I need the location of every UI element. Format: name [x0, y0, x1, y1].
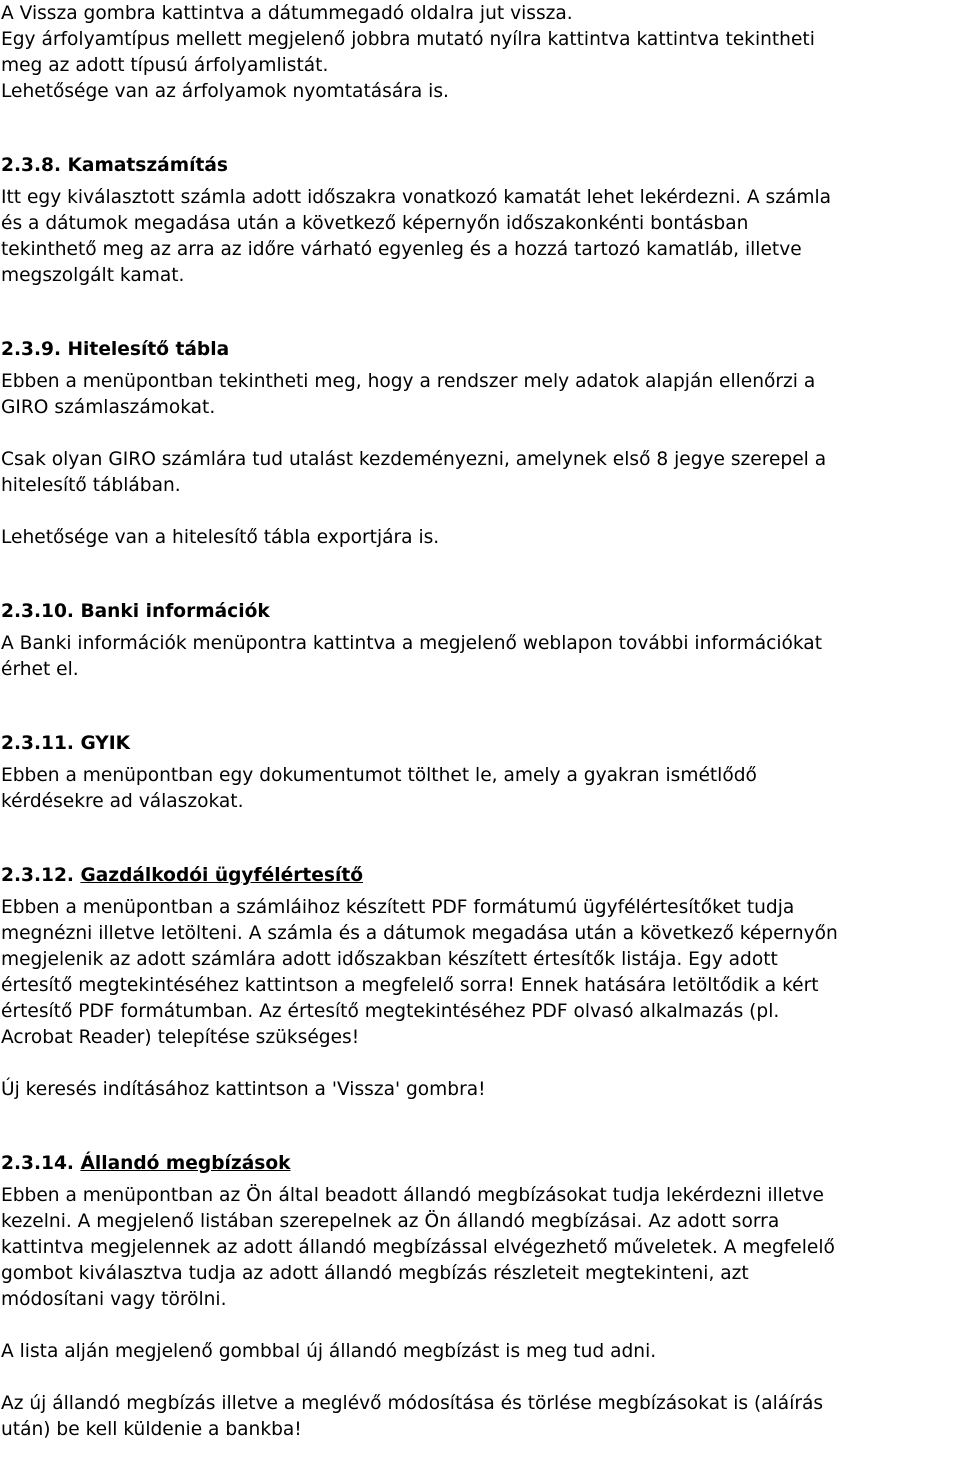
section-kamatszamitas	[1, 153, 960, 289]
text-line: Itt egy kiválasztott számla adott időszakra vonatkozó kamatát lehet lekérdezni. A számla	[1, 187, 832, 208]
text-line: megnézni illetve letölteni. A számla és a dátumok megadása után a következő képernyőn	[1, 923, 838, 944]
text-line: megszolgált kamat.	[1, 265, 185, 286]
section-hitelesito-tabla	[1, 337, 960, 551]
text-line: GIRO számlaszámokat.	[1, 397, 216, 418]
section-title: Kamatszámítás	[67, 155, 228, 176]
section-allando-megbizasok	[1, 1151, 960, 1443]
text-line: Csak olyan GIRO számlára tud utalást kezdeményezni, amelynek első 8 jegye szerepel a	[1, 449, 827, 470]
section-title: Hitelesítő tábla	[67, 339, 230, 360]
section-title: Banki információk	[80, 601, 270, 622]
text-line: kattintva megjelennek az adott állandó megbízással elvégezhető műveletek. A megfelelő	[1, 1237, 835, 1258]
text-line: meg az adott típusú árfolyamlistát.	[1, 55, 329, 76]
intro-paragraph	[1, 1, 960, 105]
section-number: 2.3.11.	[1, 733, 74, 754]
text-line: értesítő megtekintéséhez kattintson a megfelelő sorra! Ennek hatására letöltődik a kért	[1, 975, 819, 996]
section-number: 2.3.9.	[1, 339, 62, 360]
text-line: Ebben a menüpontban tekintheti meg, hogy a rendszer mely adatok alapján ellenőrzi a	[1, 371, 816, 392]
text-line: A lista alján megjelenő gombbal új állandó megbízást is meg tud adni.	[1, 1341, 657, 1362]
text-line: Ebben a menüpontban egy dokumentumot tölthet le, amely a gyakran ismétlődő	[1, 765, 757, 786]
text-line: kérdésekre ad válaszokat.	[1, 791, 244, 812]
text-line: hitelesítő táblában.	[1, 475, 181, 496]
section-number: 2.3.8.	[1, 155, 62, 176]
section-title: GYIK	[80, 733, 131, 754]
text-line: Lehetősége van az árfolyamok nyomtatására is.	[1, 81, 449, 102]
section-number: 2.3.10.	[1, 601, 74, 622]
text-line: Acrobat Reader) telepítése szükséges!	[1, 1027, 360, 1048]
text-line: Lehetősége van a hitelesítő tábla exportjára is.	[1, 527, 440, 548]
section-heading	[1, 863, 960, 889]
section-number: 2.3.12.	[1, 865, 74, 886]
section-heading	[1, 731, 960, 757]
section-banki-informaciok	[1, 599, 960, 683]
section-title: Gazdálkodói ügyfélértesítő	[80, 865, 363, 886]
text-line: módosítani vagy törölni.	[1, 1289, 227, 1310]
section-gyik	[1, 731, 960, 815]
text-line: gombot kiválasztva tudja az adott állandó megbízás részleteit megtekinteni, azt	[1, 1263, 749, 1284]
section-heading	[1, 153, 960, 179]
section-heading	[1, 1151, 960, 1177]
section-gazdalkodoi-ugyfelertesito	[1, 863, 960, 1103]
section-number: 2.3.14.	[1, 1153, 74, 1174]
text-line: Egy árfolyamtípus mellett megjelenő jobbra mutató nyílra kattintva kattintva tekintheti	[1, 29, 815, 50]
text-line: értesítő PDF formátumban. Az értesítő megtekintéséhez PDF olvasó alkalmazás (pl.	[1, 1001, 780, 1022]
section-heading	[1, 599, 960, 625]
text-line: érhet el.	[1, 659, 79, 680]
text-line: A Banki információk menüpontra kattintva a megjelenő weblapon további információkat	[1, 633, 822, 654]
text-line: Ebben a menüpontban a számláihoz készített PDF formátumú ügyfélértesítőket tudja	[1, 897, 795, 918]
text-line: kezelni. A megjelenő listában szerepelnek az Ön állandó megbízásai. Az adott sorra	[1, 1211, 780, 1232]
text-line: tekinthető meg az arra az időre várható egyenleg és a hozzá tartozó kamatláb, illetve	[1, 239, 802, 260]
text-line: Új keresés indításához kattintson a 'Vissza' gombra!	[1, 1079, 486, 1100]
text-line: megjelenik az adott számlára adott időszakban készített értesítők listája. Egy adott	[1, 949, 778, 970]
section-heading	[1, 337, 960, 363]
section-title: Állandó megbízások	[80, 1153, 291, 1174]
text-line: és a dátumok megadása után a következő képernyőn időszakonkénti bontásban	[1, 213, 749, 234]
text-line: A Vissza gombra kattintva a dátummegadó oldalra jut vissza.	[1, 3, 573, 24]
text-line: Ebben a menüpontban az Ön által beadott állandó megbízásokat tudja lekérdezni illetve	[1, 1185, 824, 1206]
text-line: után) be kell küldenie a bankba!	[1, 1419, 302, 1440]
text-line: Az új állandó megbízás illetve a meglévő módosítása és törlése megbízásokat is (aláírás	[1, 1393, 824, 1414]
